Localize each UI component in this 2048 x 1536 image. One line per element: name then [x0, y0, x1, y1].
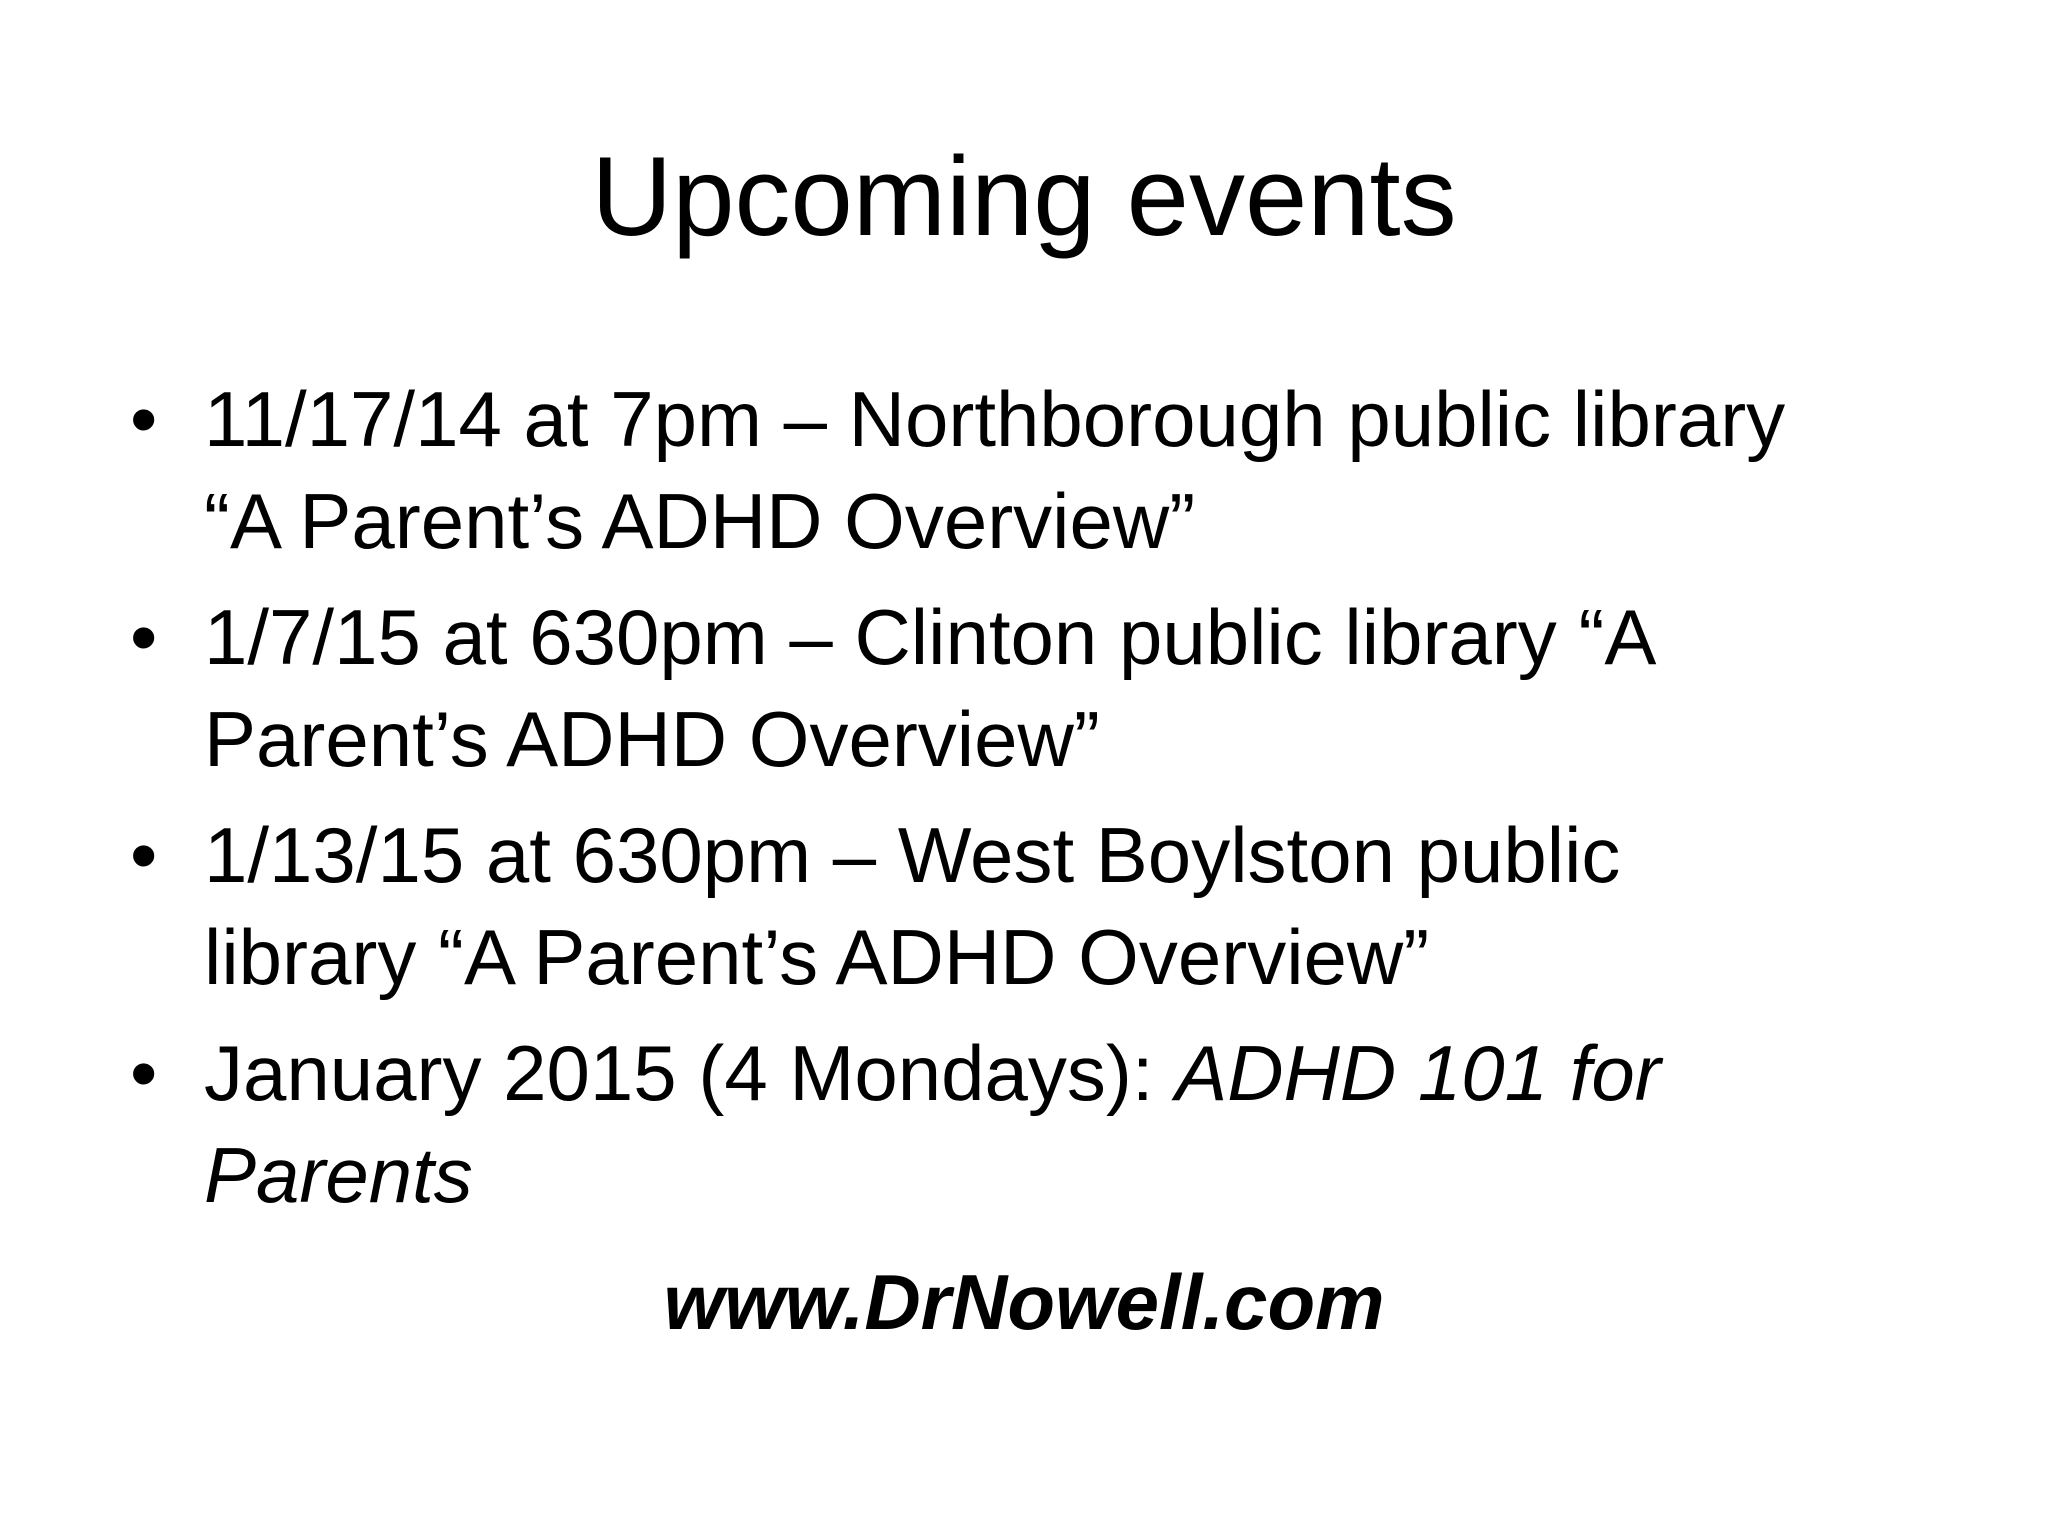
- bullet-icon: •: [130, 811, 158, 899]
- event-text: January 2015 (4 Mondays):: [204, 1029, 1176, 1117]
- event-course-title: ADHD 101 for Parents: [204, 1029, 1661, 1219]
- event-item-3: [124, 804, 1844, 1008]
- event-text: 11/17/14 at 7pm – Northborough public library “A Parent’s ADHD Overview”: [204, 375, 1786, 565]
- event-item-2: [124, 586, 1844, 790]
- slide-title: Upcoming events: [591, 134, 1457, 259]
- event-text: 1/13/15 at 630pm – West Boylston public library “A Parent’s ADHD Overview”: [204, 811, 1621, 1001]
- event-text: 1/7/15 at 630pm – Clinton public library “A Parent’s ADHD Overview”: [204, 593, 1653, 783]
- event-item-4: [124, 1022, 1844, 1226]
- event-list: [124, 368, 1844, 1240]
- bullet-icon: •: [130, 375, 158, 463]
- bullet-icon: •: [130, 1029, 158, 1117]
- website-link[interactable]: www.DrNowell.com: [663, 1258, 1385, 1346]
- event-item-1: [124, 368, 1844, 572]
- bullet-icon: •: [130, 593, 158, 681]
